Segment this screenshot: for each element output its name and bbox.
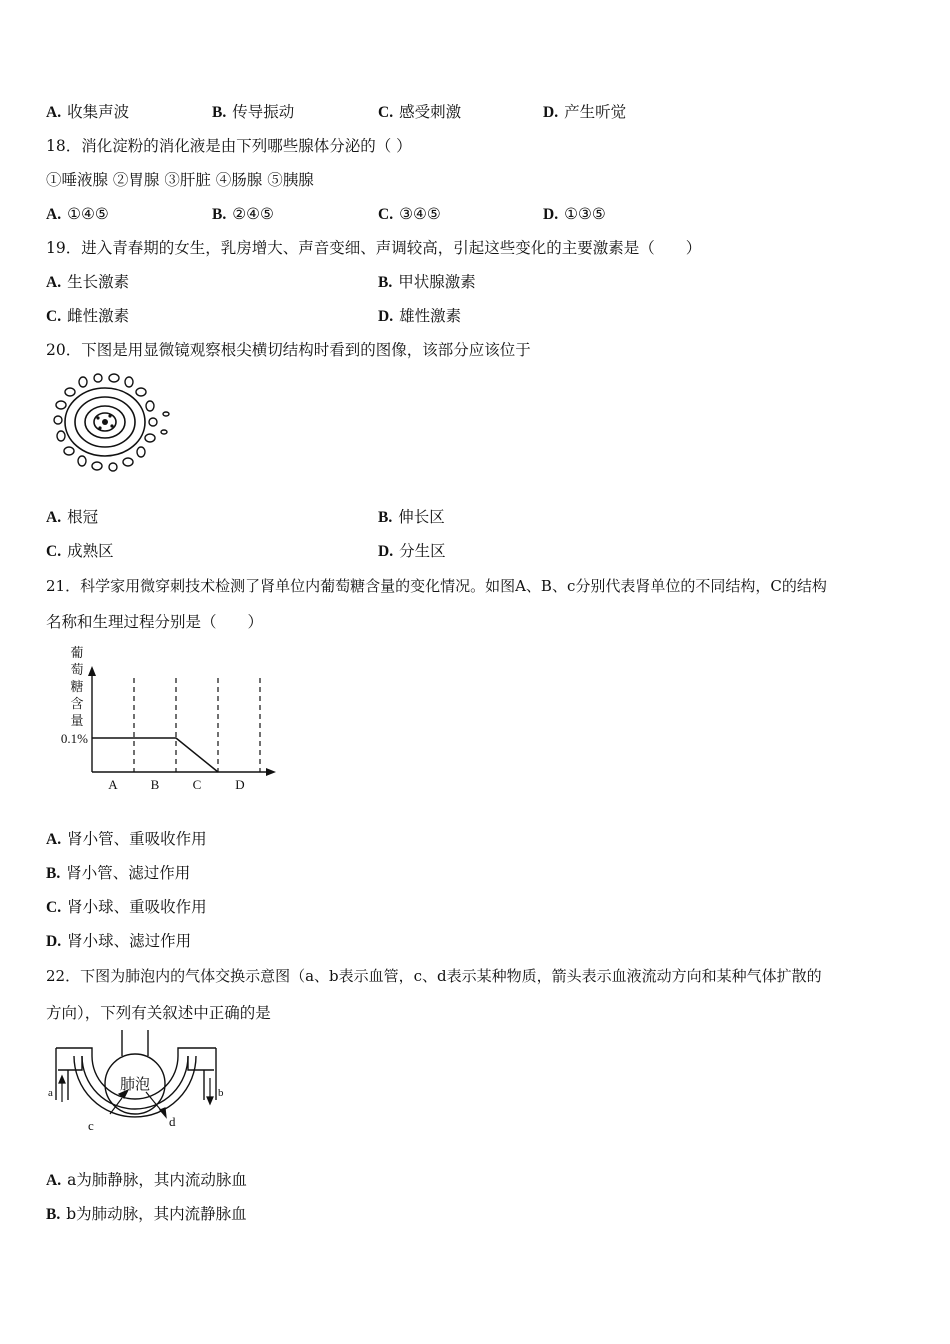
glucose-line <box>92 738 218 772</box>
q20-option-a: A. 根冠 <box>46 508 99 526</box>
category-label: B <box>150 777 160 792</box>
label-b: b <box>218 1087 224 1099</box>
q18-stem: 18．消化淀粉的消化液是由下列哪些腺体分泌的（ ） <box>46 137 412 155</box>
q21-option-d: D. 肾小球、滤过作用 <box>46 932 192 950</box>
q20-option-c: C. 成熟区 <box>46 542 114 560</box>
label-a: a <box>48 1087 53 1099</box>
alveolus-diagram <box>44 1030 234 1135</box>
y-axis-arrow <box>88 666 96 676</box>
q17-option-d: D. 产生听觉 <box>543 103 627 121</box>
q17-option-c: C. 感受刺激 <box>378 103 462 121</box>
q17-option-b: B. 传导振动 <box>212 103 295 121</box>
q18-items: ①唾液腺 ②胃腺 ③肝脏 ④肠腺 ⑤胰腺 <box>46 171 314 189</box>
y-label-char: 萄 <box>70 662 84 677</box>
label-c: c <box>88 1118 94 1133</box>
q21-option-b: B. 肾小管、滤过作用 <box>46 864 191 882</box>
q18-option-c: C. ③④⑤ <box>378 205 441 223</box>
label-d: d <box>169 1114 176 1129</box>
q19-option-c: C. 雌性激素 <box>46 307 130 325</box>
q18-option-d: D. ①③⑤ <box>543 205 606 223</box>
q19-option-b: B. 甲状腺激素 <box>378 273 476 291</box>
region-dividers <box>134 678 260 772</box>
level-label: 0.1% <box>60 731 88 746</box>
q22-stem-line2: 方向），下列有关叙述中正确的是 <box>46 1004 271 1022</box>
y-label-char: 葡 <box>70 645 84 660</box>
q20-stem: 20．下图是用显微镜观察根尖横切结构时看到的图像，该部分应该位于 <box>46 341 531 359</box>
y-label-char: 含 <box>70 696 84 711</box>
q18-option-a: A. ①④⑤ <box>46 205 109 223</box>
q17-option-a: A. 收集声波 <box>46 103 130 121</box>
q18-option-b: B. ②④⑤ <box>212 205 274 223</box>
category-label: C <box>192 777 202 792</box>
alveolus-label: 肺泡 <box>119 1077 151 1093</box>
q22-option-a: A. a为肺静脉，其内流动脉血 <box>46 1171 247 1189</box>
category-label: D <box>235 777 245 792</box>
root-cross-section-figure <box>50 372 180 472</box>
q21-option-c: C. 肾小球、重吸收作用 <box>46 898 207 916</box>
q22-stem-line1: 22．下图为肺泡内的气体交换示意图（a、b表示血管，c、d表示某种物质，箭头表示血液流动方向和某种气体扩散的 <box>46 967 822 985</box>
q21-stem-line2: 名称和生理过程分别是（ ） <box>46 613 264 631</box>
q22-option-b: B. b为肺动脉，其内流静脉血 <box>46 1205 247 1223</box>
q19-option-d: D. 雄性激素 <box>378 307 462 325</box>
q19-stem: 19．进入青春期的女生，乳房增大、声音变细、声调较高，引起这些变化的主要激素是（ ） <box>46 239 702 257</box>
glucose-chart <box>50 644 285 796</box>
q19-option-a: A. 生长激素 <box>46 273 130 291</box>
y-label-char: 糖 <box>70 679 84 694</box>
y-axis-label <box>70 645 83 728</box>
x-axis-arrow <box>266 768 276 776</box>
category-label: A <box>108 777 118 792</box>
q20-option-b: B. 伸长区 <box>378 508 445 526</box>
q21-option-a: A. 肾小管、重吸收作用 <box>46 830 207 848</box>
q21-stem-line1: 21．科学家用微穿刺技术检测了肾单位内葡萄糖含量的变化情况。如图A、B、c分别代表肾单位的不同结构，C的结构 <box>46 577 827 595</box>
y-label-char: 量 <box>70 713 84 728</box>
q20-option-d: D. 分生区 <box>378 542 446 560</box>
